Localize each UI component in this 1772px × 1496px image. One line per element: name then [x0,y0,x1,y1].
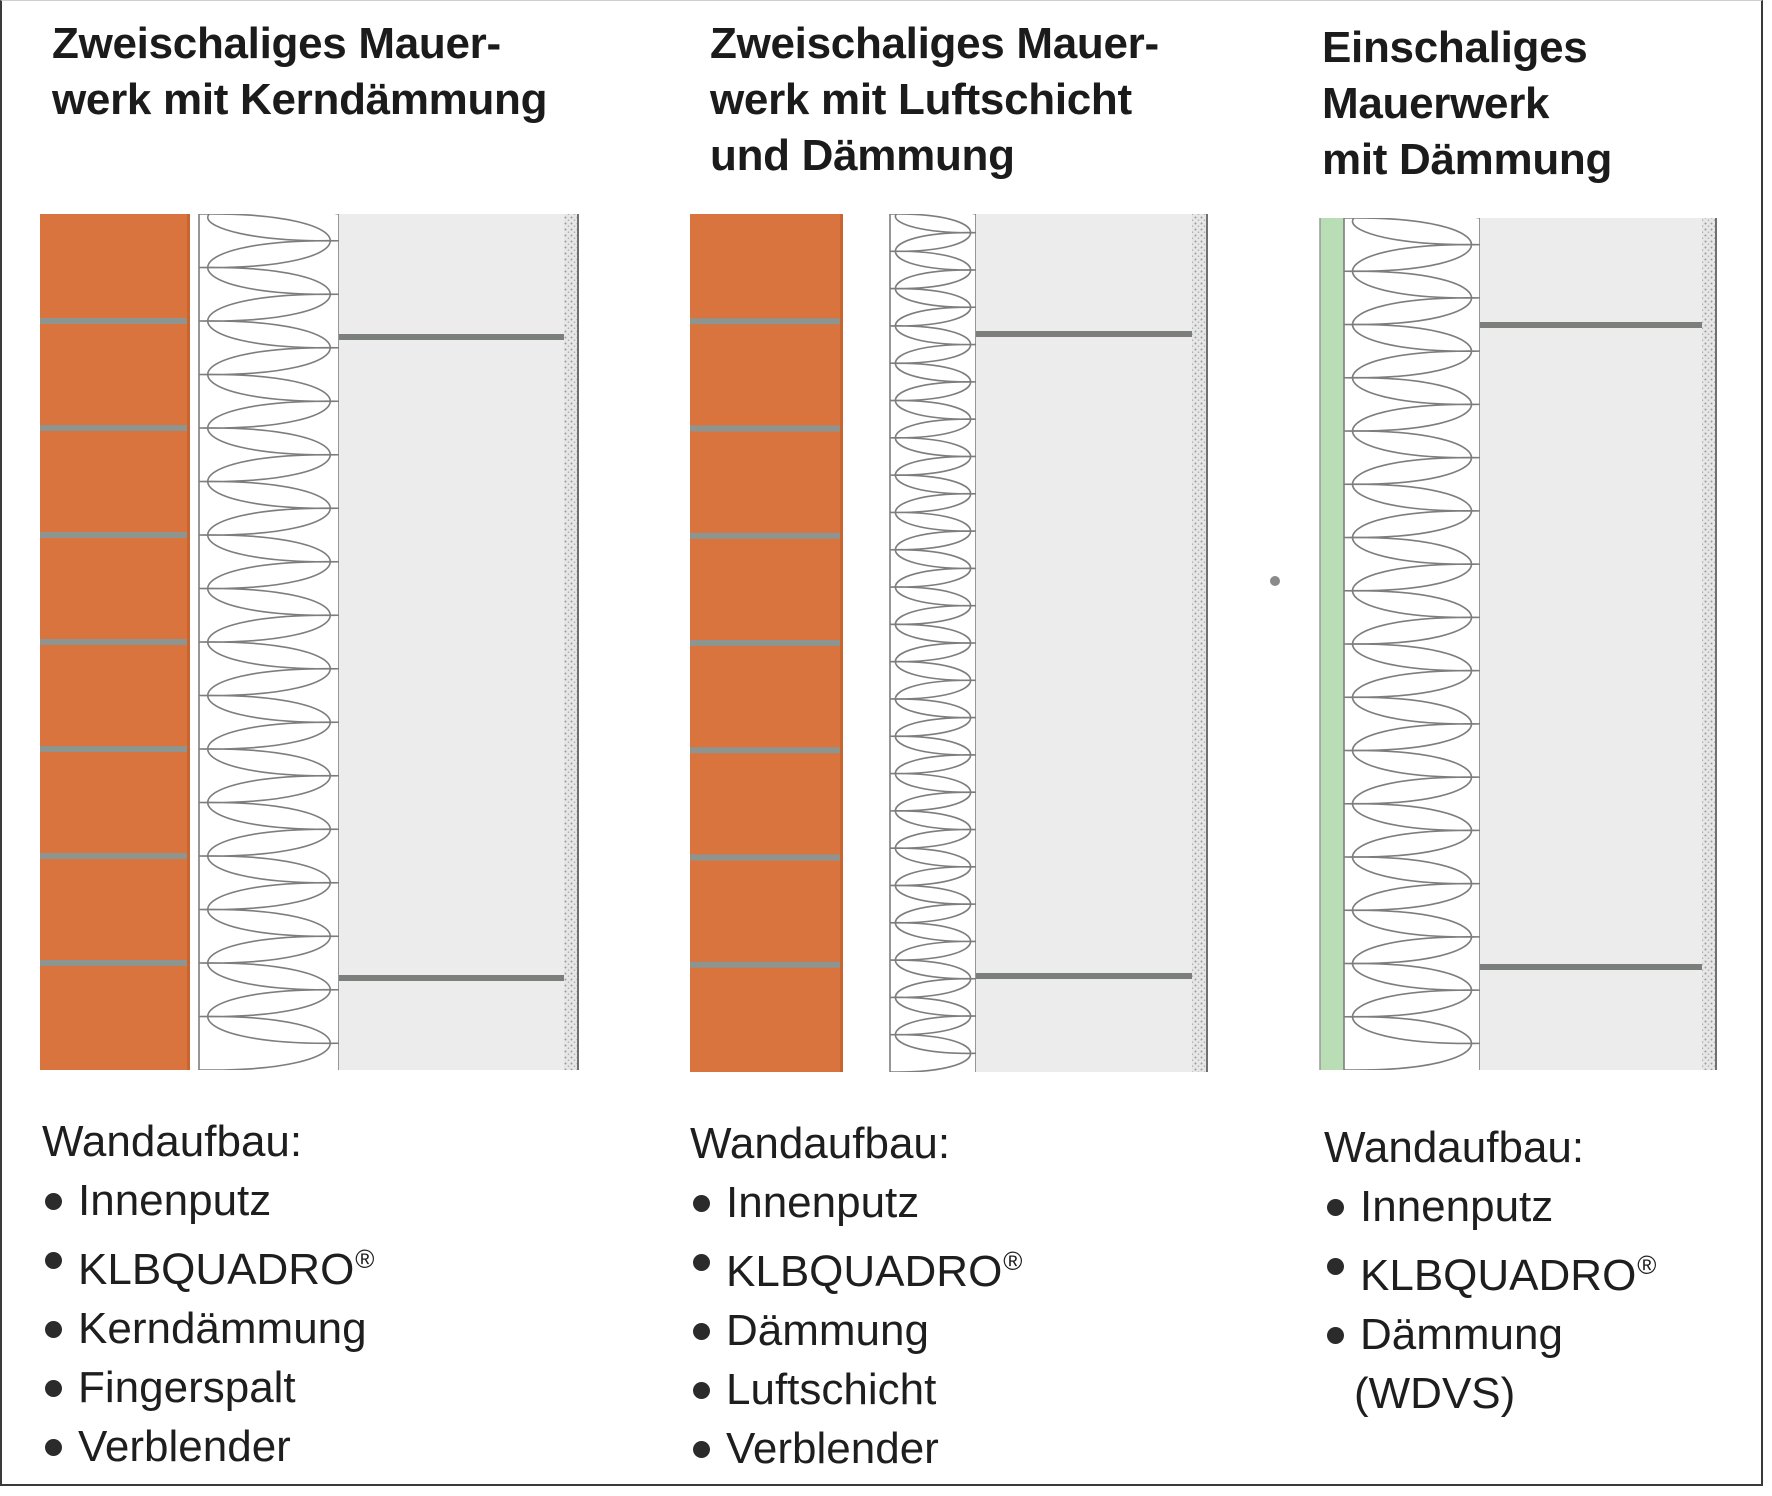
brick-edge [840,214,843,1072]
mortar-joint [690,747,843,753]
block-joint [976,331,1192,337]
list-item: Innenputz [42,1171,374,1230]
klbquadro-block [976,214,1192,1072]
block-joint [1480,964,1702,970]
mortar-joint [40,532,190,538]
panel-2-layer-list [690,1173,1022,1478]
klbquadro-block [339,214,564,1070]
mortar-joint [40,746,190,752]
bullet-icon [693,1382,710,1399]
bullet-icon [45,1252,62,1269]
mortar-joint [690,855,843,861]
bullet-icon [693,1195,710,1212]
block-joint [339,334,564,340]
interior-plaster [1702,218,1716,1070]
registered-mark: ® [355,1244,375,1274]
bullet-icon [1327,1258,1344,1275]
list-item: Innenputz [690,1173,1022,1232]
list-item: Innenputz [1324,1177,1656,1236]
registered-mark: ® [1637,1250,1657,1280]
panel-1-list-heading: Wandaufbau: [42,1117,303,1166]
panel-1-wall-section [40,206,578,1070]
list-item: Luftschicht [690,1360,1022,1419]
mortar-joint [690,962,843,968]
klbquadro-block [1480,218,1702,1070]
list-item: KLBQUADRO® [690,1232,1022,1301]
mortar-joint [690,533,843,539]
block-joint [339,975,564,981]
mortar-joint [40,425,190,431]
mortar-joint [690,426,843,432]
panel-3-title-line-1: Einschaliges [1322,23,1588,72]
mortar-joint [40,318,190,324]
panel-2-list-heading: Wandaufbau: [690,1119,951,1168]
exterior-render [1320,218,1344,1070]
panel-2-title-line-2: werk mit Luftschicht [710,75,1132,124]
mortar-joint [40,960,190,966]
panel-2-wall-layers [690,1114,1022,1478]
list-item: Fingerspalt [42,1358,374,1417]
panel-2-wall-section [690,208,1207,1072]
panel-3-list-heading: Wandaufbau: [1324,1123,1585,1172]
interior-plaster [1192,214,1207,1072]
mortar-joint [40,853,190,859]
block-joint [1480,322,1702,328]
interior-plaster [564,214,578,1070]
bullet-icon [1327,1327,1344,1344]
panel-3-title-line-2: Mauerwerk [1322,79,1550,128]
brick-edge [187,214,190,1070]
bullet-icon [693,1323,710,1340]
panel-1-layer-list [42,1171,374,1476]
list-item: Kerndämmung [42,1299,374,1358]
panel-1-title-line-1: Zweischaliges Mauer- [52,19,501,68]
panel-1-wall-layers [42,1112,374,1476]
list-item: Verblender [42,1417,374,1476]
bullet-icon [45,1321,62,1338]
panel-3-wall-layers [1324,1118,1656,1423]
bullet-icon [693,1441,710,1458]
mortar-joint [40,639,190,645]
bullet-icon [45,1380,62,1397]
panel-3-title-line-3: mit Dämmung [1322,135,1613,184]
bullet-icon [1327,1199,1344,1216]
block-joint [976,973,1192,979]
list-item: Dämmung [690,1301,1022,1360]
panel-3-wall-section [1320,210,1716,1070]
list-item: KLBQUADRO® [1324,1236,1656,1305]
panel-3-layer-list [1324,1177,1656,1423]
bullet-icon [693,1254,710,1271]
bullet-icon [45,1439,62,1456]
panel-1-title-line-2: werk mit Kerndämmung [52,75,548,124]
mortar-joint [690,640,843,646]
bullet-icon [45,1193,62,1210]
list-item: Dämmung (WDVS) [1324,1305,1656,1423]
panel-2-title-line-3: und Dämmung [710,131,1015,180]
stray-dot [1270,576,1280,586]
registered-mark: ® [1003,1246,1023,1276]
list-item-continuation: (WDVS) [1354,1369,1516,1418]
list-item: Verblender [690,1419,1022,1478]
list-item: KLBQUADRO® [42,1230,374,1299]
mortar-joint [690,318,843,324]
panel-2-title-line-1: Zweischaliges Mauer- [710,19,1159,68]
